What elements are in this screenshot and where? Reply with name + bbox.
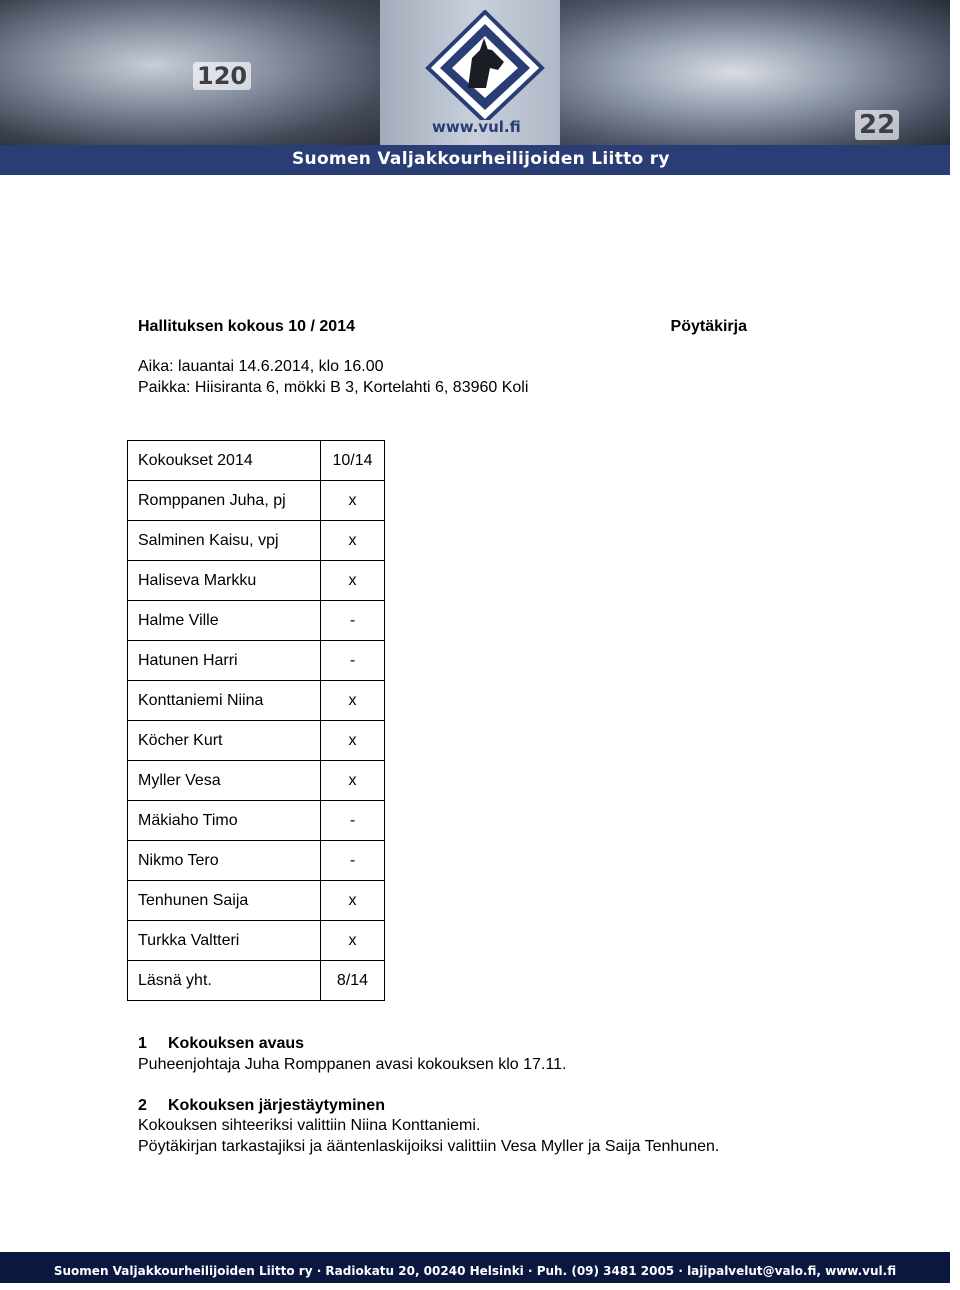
section-text: Kokouksen sihteeriksi valittiin Niina Konttaniemi. bbox=[138, 1117, 481, 1134]
member-name: Haliseva Markku bbox=[128, 561, 321, 601]
attendance-mark: - bbox=[321, 801, 385, 841]
table-row bbox=[128, 641, 385, 681]
total-value: 8/14 bbox=[321, 961, 385, 1001]
dog-head-diamond-logo-icon bbox=[420, 10, 550, 120]
footer-bar: Suomen Valjakkourheilijoiden Liitto ry · Radiokatu 20, 00240 Helsinki · Puh. (09) 3481 2005 · lajipalvelut@valo.fi, www.vul.fi bbox=[0, 1252, 950, 1283]
table-cell: Kokoukset 2014 bbox=[128, 441, 321, 481]
section-heading bbox=[138, 1035, 304, 1053]
attendance-mark: x bbox=[321, 761, 385, 801]
member-name: Nikmo Tero bbox=[128, 841, 321, 881]
section-number: 1 bbox=[138, 1035, 147, 1052]
attendance-mark: x bbox=[321, 681, 385, 721]
member-name: Halme Ville bbox=[128, 601, 321, 641]
section-number: 2 bbox=[138, 1097, 147, 1114]
table-row bbox=[128, 561, 385, 601]
total-label: Läsnä yht. bbox=[128, 961, 321, 1001]
document-title: Hallituksen kokous 10 / 2014 bbox=[138, 318, 355, 335]
member-name: Myller Vesa bbox=[128, 761, 321, 801]
document-type: Pöytäkirja bbox=[670, 318, 747, 335]
section-text: Pöytäkirjan tarkastajiksi ja ääntenlaskijoiksi valittiin Vesa Myller ja Saija Tenhunen. bbox=[138, 1138, 720, 1155]
member-name: Tenhunen Saija bbox=[128, 881, 321, 921]
attendance-mark: x bbox=[321, 881, 385, 921]
sled-dog-photo-left bbox=[0, 0, 380, 145]
attendance-mark: - bbox=[321, 841, 385, 881]
table-row bbox=[128, 841, 385, 881]
member-name: Romppanen Juha, pj bbox=[128, 481, 321, 521]
attendance-mark: x bbox=[321, 721, 385, 761]
section-title: Kokouksen järjestäytyminen bbox=[168, 1097, 385, 1114]
table-row bbox=[128, 601, 385, 641]
meeting-place: Paikka: Hiisiranta 6, mökki B 3, Kortelahti 6, 83960 Koli bbox=[138, 379, 529, 396]
table-row bbox=[128, 481, 385, 521]
table-row bbox=[128, 881, 385, 921]
table-cell: 10/14 bbox=[321, 441, 385, 481]
race-bib-left: 120 bbox=[193, 62, 251, 90]
member-name: Hatunen Harri bbox=[128, 641, 321, 681]
header-banner bbox=[0, 0, 950, 175]
site-url: www.vul.fi bbox=[432, 118, 521, 136]
table-row bbox=[128, 521, 385, 561]
attendance-mark: x bbox=[321, 481, 385, 521]
section-title: Kokouksen avaus bbox=[168, 1035, 305, 1052]
attendance-mark: x bbox=[321, 521, 385, 561]
member-name: Konttaniemi Niina bbox=[128, 681, 321, 721]
table-row bbox=[128, 801, 385, 841]
table-row bbox=[128, 681, 385, 721]
attendance-mark: - bbox=[321, 601, 385, 641]
attendance-table bbox=[127, 440, 385, 1001]
member-name: Mäkiaho Timo bbox=[128, 801, 321, 841]
attendance-mark: - bbox=[321, 641, 385, 681]
table-total-row bbox=[128, 961, 385, 1001]
table-header-row bbox=[128, 441, 385, 481]
section-heading bbox=[138, 1097, 385, 1115]
meeting-time: Aika: lauantai 14.6.2014, klo 16.00 bbox=[138, 358, 384, 375]
race-bib-right: 22 bbox=[855, 110, 899, 140]
organization-name: Suomen Valjakkourheilijoiden Liitto ry bbox=[292, 149, 670, 169]
member-name: Köcher Kurt bbox=[128, 721, 321, 761]
member-name: Salminen Kaisu, vpj bbox=[128, 521, 321, 561]
section-text: Puheenjohtaja Juha Romppanen avasi kokouksen klo 17.11. bbox=[138, 1056, 567, 1073]
table-row bbox=[128, 921, 385, 961]
attendance-mark: x bbox=[321, 561, 385, 601]
member-name: Turkka Valtteri bbox=[128, 921, 321, 961]
attendance-mark: x bbox=[321, 921, 385, 961]
table-row bbox=[128, 761, 385, 801]
table-row bbox=[128, 721, 385, 761]
